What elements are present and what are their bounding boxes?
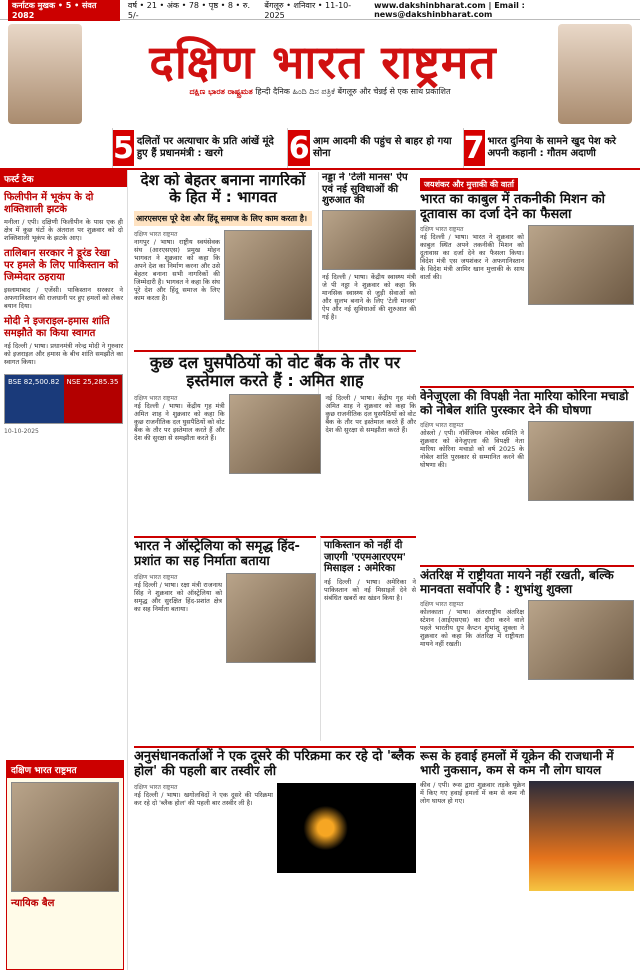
story-photo: [226, 573, 316, 663]
side-headline[interactable]: फिलीपीन में भूकंप के दो शक्तिशाली झटके: [4, 192, 94, 215]
story-text: नई दिल्ली / भाषा। रक्षा मंत्री राजनाथ सिंह ने शुक्रवार को ऑस्ट्रेलिया को समृद्ध और सुरक्षित हिंद-प्रशांत क्षेत्र का सह निर्माता बताया।: [134, 580, 222, 613]
masthead-tagline: बेंगलूरु और चेन्नई से एक साथ प्रकाशित: [337, 87, 451, 96]
headline-strip-item[interactable]: [463, 128, 632, 168]
story-text: कीव / एपी। रूस द्वारा शुक्रवार तड़के यूक्रेन में किए गए हवाई हमलों में कम से कम नौ लोग घायल हो गए।: [420, 780, 525, 805]
page-number: 5: [113, 130, 134, 166]
story-headline[interactable]: पाकिस्तान को नहीं दी जाएगी 'एएमआरएएम' मिसाइल : अमेरिका: [324, 540, 406, 574]
website-email[interactable]: www.dakshinbharat.com | Email : news@dakshinbharat.com: [374, 0, 525, 19]
story-text: नई दिल्ली / भाषा। केंद्रीय स्वास्थ्य मंत्री जे पी नड्डा ने शुक्रवार को कहा कि मानसिक स्वास्थ्य से जुड़ी सेवाओं को और सुलभ बनाने के लिए 'टेली मानस' ऐप और नई सुविधाओं की शुरुआत की गई है।: [322, 272, 416, 321]
strip-headline: आम आदमी की पहुंच से बाहर हो गया सोना: [312, 136, 452, 159]
story-kabul: [420, 172, 634, 382]
issue-meta: वर्ष • 21 • अंक • 78 • पृष्ठ • 8 • रु. 5/-: [127, 0, 251, 20]
story-photo: [224, 230, 312, 320]
story-blackhole: [134, 746, 416, 972]
story-nobel: [420, 386, 634, 561]
nse-index: NSE 25,285.35: [64, 375, 123, 423]
city-date: बेंगलूरु • शनिवार • 11-10-2025: [264, 0, 352, 20]
story-australia: [134, 536, 316, 741]
headline-strip-item[interactable]: [112, 128, 281, 168]
story-text: ओस्लो / एपी। नॉर्वेजियन नोबेल समिति ने शुक्रवार को वेनेजुएला की विपक्षी नेता मारिया कोरिना मचाडो को वर्ष 2025 के नोबेल शांति पुरस्कार से सम्मानित करने की घोषणा की।: [420, 428, 524, 469]
section-heading: फर्स्ट टेक: [0, 170, 127, 187]
story-text: नई दिल्ली / भाषा। केंद्रीय गृह मंत्री अमित शाह ने शुक्रवार को कहा कि कुछ राजनीतिक दल घुसपैठियों को वोट बैंक के तौर पर इस्तेमाल करते हैं और देश की सुरक्षा से समझौता करते हैं।: [134, 401, 225, 442]
story-headline[interactable]: अनुसंधानकर्ताओं ने एक दूसरे की परिक्रमा कर रहे दो 'ब्लैक होल' की पहली बार तस्वीर ली: [134, 749, 415, 779]
story-ukraine: [420, 746, 634, 972]
story-headline[interactable]: कुछ दल घुसपैठियों को वोट बैंक के तौर पर इस्तेमाल करते हैं : अमित शाह: [149, 353, 401, 391]
edition-label: कर्नाटक मुखक • 5 • संवत 2082: [8, 0, 120, 21]
promo-photo: [11, 782, 119, 892]
story-kicker: जयशंकर और मुत्ताकी की वार्ता: [420, 178, 518, 191]
story-pakistan: [320, 536, 416, 741]
story-headline[interactable]: वेनेजुएला की विपक्षी नेता मारिया कोरिना मचाडो को नोबेल शांति पुरस्कार देने की घोषणा: [420, 389, 629, 417]
story-text: नई दिल्ली / भाषा। भारत ने शुक्रवार को काबुल स्थित अपने तकनीकी मिशन को दूतावास का दर्जा देने का फैसला किया। विदेश मंत्री एस जयशंकर ने अफगानिस्तान के विदेश मंत्री आमिर खान मुत्ताकी के साथ वार्ता की।: [420, 232, 524, 281]
story-shukla: [420, 565, 634, 740]
fire-photo: [529, 781, 634, 891]
byline: दक्षिण भारत राष्ट्रमत: [134, 783, 178, 791]
story-photo: [229, 394, 322, 474]
story-text: कोलकाता / भाषा। अंतरराष्ट्रीय अंतरिक्ष स्टेशन (आईएसएस) का दौरा करने वाले पहले भारतीय ग्रुप कैप्टन शुभांशु शुक्ला ने शुक्रवार को कहा कि अंतरिक्ष में राष्ट्रीयता मायने नहीं रखती।: [420, 607, 524, 648]
strip-headline: भारत दुनिया के सामने खुद पेश करे अपनी कहानी : गौतम अदाणी: [487, 136, 616, 159]
promo-title: दक्षिण भारत राष्ट्रमत: [7, 761, 123, 778]
story-headline[interactable]: रूस के हवाई हमलों में यूक्रेन की राजधानी में भारी नुकसान, कम से कम नौ लोग घायल: [420, 749, 614, 777]
side-headline[interactable]: तालिबान सरकार ने डूरंड रेखा पर हमले के लिए पाकिस्तान को जिम्मेदार ठहराया: [4, 248, 119, 283]
story-photo: [528, 421, 634, 501]
newspaper-title: दक्षिण भारत राष्ट्रमत: [149, 35, 497, 89]
subtitle-kannada2: ಹಿಂದಿ ದಿನ ಪತ್ರಿಕೆ: [292, 87, 335, 96]
story-text-cont: नई दिल्ली / भाषा। केंद्रीय गृह मंत्री अमित शाह ने शुक्रवार को कहा कि कुछ राजनीतिक दल घुसपैठियों को वोट बैंक के तौर पर इस्तेमाल करते हैं और देश की सुरक्षा से समझौता करते हैं।: [325, 393, 416, 434]
story-kicker: आरएसएस पूरे देश और हिंदू समाज के लिए काम करता है।: [134, 211, 312, 226]
byline: दक्षिण भारत राष्ट्रमत: [134, 573, 178, 581]
story-photo: [528, 225, 634, 305]
story-text: नागपुर / भाषा। राष्ट्रीय स्वयंसेवक संघ (आरएसएस) प्रमुख मोहन भागवत ने शुक्रवार को कहा कि अपने देश का निर्माण करना और उसे बेहतर बनाना सभी नागरिकों की जिम्मेदारी है। भागवत ने कहा कि संघ पूरे देश और हिंदू समाज के लिए काम करता है।: [134, 237, 221, 302]
story-text: नई दिल्ली / भाषा। खगोलविदों ने एक दूसरे की परिक्रमा कर रहे दो 'ब्लैक होल' की पहली बार तस्वीर ली है।: [134, 790, 273, 807]
headline-strip: [112, 128, 632, 168]
strip-headline: दलितों पर अत्याचार के प्रति आंखें मूंदे हुए हैं प्रधानमंत्री : खरगे: [136, 136, 274, 159]
story-photo: [322, 210, 416, 270]
leader-photo-left: [8, 24, 82, 124]
story-shah: [134, 350, 416, 530]
side-text: मनीला / एपी। दक्षिणी फिलीपीन के पास एक ही क्षेत्र में कुछ घंटों के अंतराल पर शुक्रवार को दो शक्तिशाली भूकंप के झटके आए।: [4, 218, 123, 242]
market-date: 10-10-2025: [4, 428, 39, 435]
market-box: [4, 374, 123, 424]
byline: दक्षिण भारत राष्ट्रमत: [420, 600, 464, 608]
story-headline[interactable]: नड्डा ने 'टेली मानस' ऐप एवं नई सुविधाओं की शुरुआत की: [322, 172, 408, 206]
promo-box[interactable]: [6, 760, 124, 970]
page-number: 6: [288, 130, 310, 166]
byline: दक्षिण भारत राष्ट्रमत: [420, 421, 464, 429]
story-headline[interactable]: भारत ने ऑस्ट्रेलिया को समृद्ध हिंद-प्रशांत का सह निर्माता बताया: [134, 539, 300, 569]
story-headline[interactable]: देश को बेहतर बनाना नागरिकों के हित में : भागवत: [140, 172, 306, 207]
page-number: 7: [463, 130, 485, 166]
masthead-subtitle: [150, 86, 490, 97]
byline: दक्षिण भारत राष्ट्रमत: [134, 394, 178, 402]
byline: दक्षिण भारत राष्ट्रमत: [420, 225, 464, 233]
top-info-bar: [0, 0, 640, 20]
bse-index: BSE 82,500.82: [5, 375, 64, 423]
subtitle-kannada: ದಕ್ಷಿಣ ಭಾರತ ರಾಷ್ಟ್ರಮತ: [189, 87, 253, 96]
side-headline[interactable]: मोदी ने इजराइल-हमास शांति समझौते का किया स्वागत: [4, 316, 110, 339]
side-text: इस्लामाबाद / एजेंसी। पाकिस्तान सरकार ने अफगानिस्तान की राजधानी पर हुए हमलों को लेकर बयान दिया।: [4, 286, 123, 310]
side-text: नई दिल्ली / भाषा। प्रधानमंत्री नरेन्द्र मोदी ने गुरुवार को इजराइल और हमास के बीच शांति समझौते का स्वागत किया।: [4, 342, 123, 366]
byline: दक्षिण भारत राष्ट्रमत: [134, 230, 178, 238]
headline-strip-item[interactable]: [287, 128, 456, 168]
blackhole-image: [277, 783, 416, 873]
leader-photo-right: [558, 24, 632, 124]
story-headline[interactable]: भारत का काबुल में तकनीकी मिशन को दूतावास का दर्जा देने का फैसला: [420, 192, 605, 222]
promo-subtitle: न्यायिक बैल: [11, 898, 55, 909]
story-headline[interactable]: अंतरिक्ष में राष्ट्रीयता मायने नहीं रखती, बल्कि मानवता सर्वोपरि है : शुभांशु शुक्ला: [420, 568, 614, 596]
story-text: नई दिल्ली / भाषा। अमेरिका ने पाकिस्तान को नई मिसाइलें देने से संबंधित खबरों का खंडन किया है।: [324, 577, 416, 602]
story-photo: [528, 600, 634, 680]
subtitle-hindi: हिन्दी दैनिक: [255, 87, 290, 96]
